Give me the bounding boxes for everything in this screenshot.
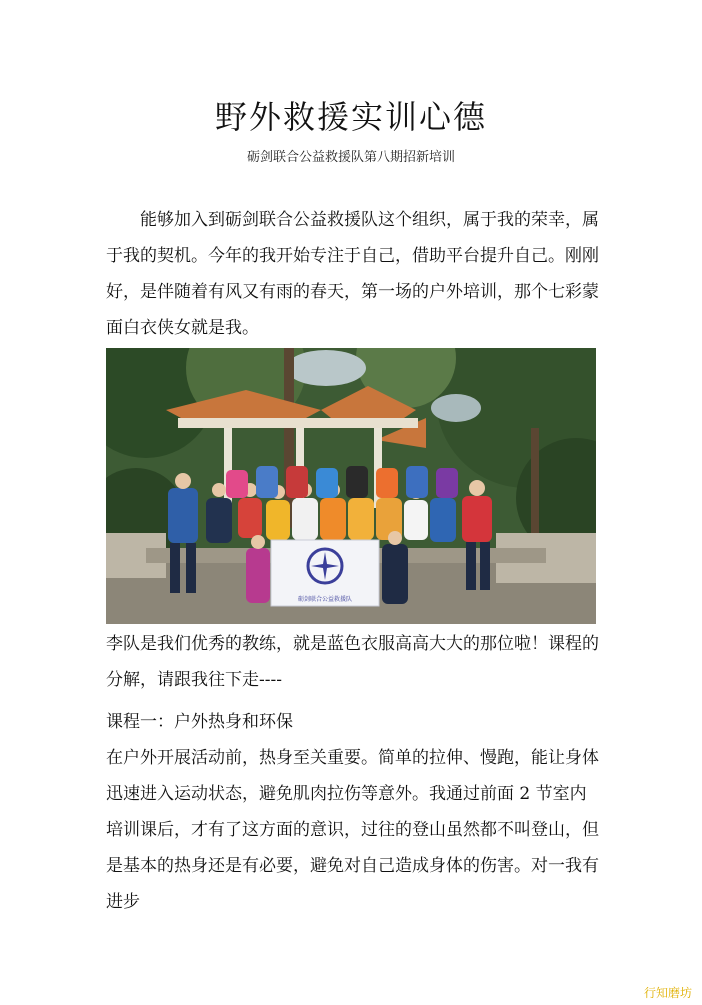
course-one-paragraph: 在户外开展活动前，热身至关重要。简单的拉伸、慢跑，能让身体迅速进入运动状态，避免肌肉拉伤等意外。我通过前面 2 节室内培训课后，才有了这方面的意识，过往的登山虽然都不叫登山，但是基本的热身还是有必要，避免对自己造成身体的伤害。对一我有进步 [106, 748, 599, 912]
document-subtitle: 砺剑联合公益救援队第八期招新培训 [246, 150, 455, 165]
course-one-heading: 课程一：户外热身和环保 [106, 712, 293, 732]
banner-text: 砺剑联合公益救援队 [297, 596, 352, 603]
document-title: 野外救援实训心德 [214, 98, 487, 136]
intro-paragraph: 能够加入到砺剑联合公益救援队这个组织，属于我的荣幸，属于我的契机。今年的我开始专注于自己，借助平台提升自己。刚刚好，是伴随着有风又有雨的春天，第一场的户外培训，那个七彩蒙面白衣侠女就是我。 [106, 210, 599, 338]
watermark-logo: 行知磨坊 [643, 986, 692, 1000]
group-photo [106, 348, 596, 624]
photo-caption-paragraph: 李队是我们优秀的教练，就是蓝色衣服高高大大的那位啦！课程的分解，请跟我往下走---- [106, 634, 599, 690]
